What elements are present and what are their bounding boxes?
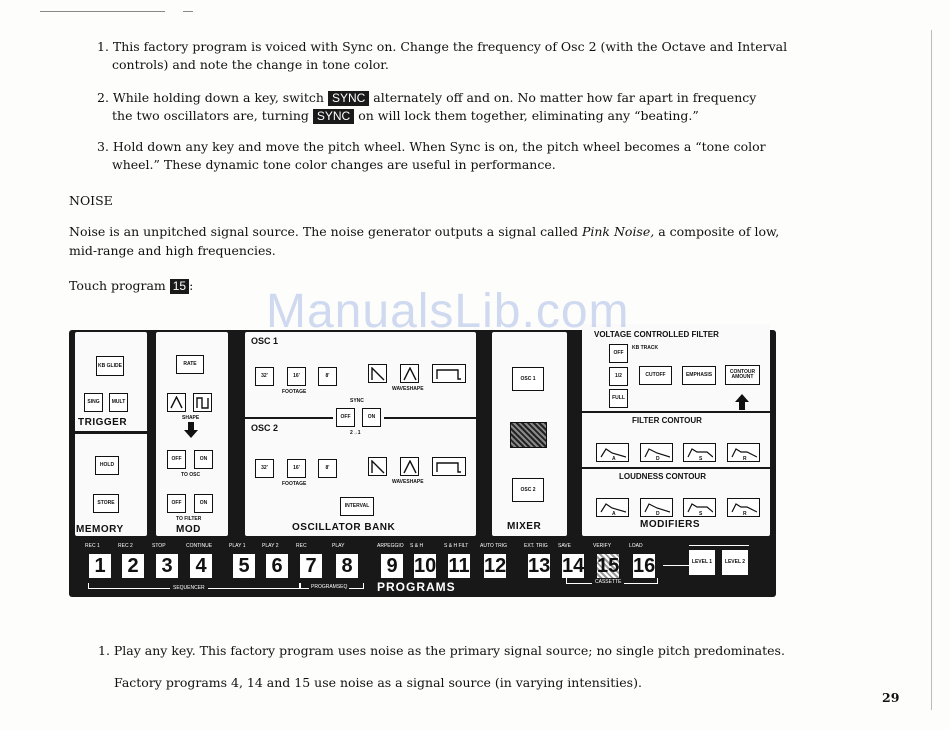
right-margin-line: [931, 30, 932, 710]
osc2-32-button[interactable]: 32': [255, 459, 274, 478]
osc2-8-button[interactable]: 8': [318, 459, 337, 478]
step-2-text-b: alternately off and on. No matter how far apart in frequency: [373, 90, 757, 105]
square-shape-button[interactable]: [193, 393, 212, 412]
osc1-waveshape-label: WAVESHAPE: [392, 386, 424, 392]
noise-text-em: Pink Noise,: [581, 224, 655, 239]
loud-d-label: D: [656, 511, 660, 517]
mixer-title: MIXER: [507, 521, 542, 532]
program-top-label: EXT. TRIG: [524, 543, 548, 549]
osc1-32-button[interactable]: 32': [255, 367, 274, 386]
sing-button[interactable]: SING: [84, 393, 103, 412]
program-button-3[interactable]: 3: [156, 554, 178, 578]
program-top-label: S & H: [410, 543, 424, 549]
osc2-16-button[interactable]: 16': [287, 459, 306, 478]
osc1-sawtooth-button[interactable]: [368, 364, 387, 383]
square-wave-icon: [196, 396, 209, 409]
to-osc-off-button[interactable]: OFF: [167, 450, 186, 469]
triangle-wave-icon: [403, 367, 417, 381]
sync-on-button[interactable]: ON: [362, 408, 381, 427]
program-button-10[interactable]: 10: [414, 555, 437, 577]
program-top-label: ARPEGGIO: [377, 543, 404, 549]
up-arrow-icon: [735, 394, 749, 410]
program-top-label: CONTINUE: [186, 543, 213, 549]
memory-title: MEMORY: [76, 524, 124, 535]
program-button-16[interactable]: 16: [633, 555, 656, 577]
program-top-label: PLAY: [332, 543, 345, 549]
contour-amount-button[interactable]: CONTOUR AMOUNT: [725, 365, 760, 385]
hold-button[interactable]: HOLD: [95, 456, 119, 475]
programseq-label: PROGRAMSEQ: [311, 584, 348, 590]
program-button-5[interactable]: 5: [233, 554, 255, 578]
program-top-label: AUTO TRIG: [480, 543, 508, 549]
sawtooth-wave-icon: [371, 460, 385, 474]
program-top-label: SAVE: [558, 543, 571, 549]
sync-key-label-2: SYNC: [313, 109, 354, 124]
osc2-footage-label: FOOTAGE: [282, 481, 307, 487]
pulse-wave-icon: [436, 368, 462, 380]
program-button-1[interactable]: 1: [89, 554, 111, 578]
to-filter-on-button[interactable]: ON: [194, 494, 213, 513]
sync-title: SYNC: [350, 398, 364, 404]
triangle-wave-icon: [403, 460, 417, 474]
cutoff-button[interactable]: CUTOFF: [639, 366, 672, 385]
kb-track-label: KB TRACK: [632, 345, 659, 351]
sync-key-label: SYNC: [328, 91, 369, 106]
touch-program-text: Touch program: [69, 278, 166, 293]
program-button-12[interactable]: 12: [484, 555, 507, 577]
step-1-cont: controls) and note the change in tone color.: [112, 57, 389, 72]
programs-title: PROGRAMS: [377, 580, 456, 594]
filter-s-label: S: [699, 456, 703, 462]
triangle-shape-button[interactable]: [167, 393, 186, 412]
to-filter-label: TO FILTER: [176, 516, 202, 522]
program-top-label: VERIFY: [593, 543, 612, 549]
rate-button[interactable]: RATE: [176, 355, 204, 374]
program-button-7[interactable]: 7: [300, 554, 322, 578]
loud-r-label: R: [743, 511, 747, 517]
vcf-divider: [582, 411, 770, 413]
step-2-text-d: on will lock them together, eliminating any “beating.”: [358, 108, 699, 123]
step-2-text-a: 2. While holding down a key, switch: [97, 90, 324, 105]
osc1-16-button[interactable]: 16': [287, 367, 306, 386]
step-3-cont: wheel.” These dynamic tone color changes are useful in performance.: [112, 157, 556, 172]
sequencer-label: SEQUENCER: [170, 585, 208, 591]
shape-label: SHAPE: [182, 415, 200, 421]
step-3: 3. Hold down any key and move the pitch wheel. When Sync is on, the pitch wheel becomes a “tone color: [97, 139, 766, 154]
oscillator-bank-title: OSCILLATOR BANK: [292, 522, 396, 533]
level-2-button[interactable]: LEVEL 2: [722, 550, 748, 575]
step-2-text-c: the two oscillators are, turning: [112, 108, 309, 123]
program-button-11[interactable]: 11: [448, 555, 470, 577]
osc2-sawtooth-button[interactable]: [368, 457, 387, 476]
program-button-9[interactable]: 9: [381, 554, 403, 578]
program-button-14[interactable]: 14: [562, 555, 585, 577]
step-2-cont: [112, 106, 699, 125]
program-top-label: PLAY 1: [229, 543, 246, 549]
kb-track-half-button[interactable]: 1/2: [609, 367, 628, 386]
loudness-contour-title: LOUDNESS CONTOUR: [619, 472, 706, 481]
kb-track-full-button[interactable]: FULL: [609, 389, 628, 408]
filter-r-label: R: [743, 456, 747, 462]
filter-divider: [582, 467, 770, 469]
after-step-1: 1. Play any key. This factory program uses noise as the primary signal source; no single pitch predominates.: [98, 643, 785, 658]
kb-glide-button[interactable]: KB GLIDE: [96, 356, 124, 376]
program-button-15[interactable]: 15: [597, 555, 620, 577]
step-1: 1. This factory program is voiced with Sync on. Change the frequency of Osc 2 (with the Octave and Interval: [97, 39, 788, 54]
osc1-footage-label: FOOTAGE: [282, 389, 307, 395]
noise-heading: NOISE: [69, 193, 113, 208]
noise-paragraph-cont: mid-range and high frequencies.: [69, 243, 276, 258]
mixer-osc1-button[interactable]: OSC 1: [512, 367, 544, 391]
filter-a-label: A: [612, 456, 616, 462]
top-rule-dash: [183, 11, 193, 12]
noise-text-a: Noise is an unpitched signal source. The noise generator outputs a signal called: [69, 224, 578, 239]
after-note: Factory programs 4, 14 and 15 use noise as a signal source (in varying intensities).: [114, 675, 642, 690]
cassette-label: CASSETTE: [592, 579, 624, 585]
program-top-label: STOP: [152, 543, 166, 549]
touch-program: [69, 276, 193, 295]
mod-title: MOD: [176, 524, 201, 535]
program-top-label: REC 2: [118, 543, 133, 549]
noise-paragraph: [69, 222, 779, 241]
pulse-wave-icon: [436, 461, 462, 473]
mixer-osc2-button[interactable]: OSC 2: [512, 478, 544, 502]
osc2-title: OSC 2: [251, 423, 279, 433]
program-button-13[interactable]: 13: [528, 555, 551, 577]
osc1-title: OSC 1: [251, 336, 279, 346]
to-osc-label: TO OSC: [181, 472, 201, 478]
page-number: 29: [882, 690, 900, 705]
level-top-bar: [689, 545, 749, 546]
program-button-2[interactable]: 2: [122, 554, 144, 578]
trigger-divider: [75, 431, 147, 434]
emphasis-button[interactable]: EMPHASIS: [682, 366, 716, 385]
store-button[interactable]: STORE: [93, 494, 119, 513]
noise-button-pressed[interactable]: [510, 422, 547, 448]
down-arrow-icon: [184, 422, 198, 438]
osc1-triangle-button[interactable]: [400, 364, 419, 383]
osc2-triangle-button[interactable]: [400, 457, 419, 476]
interval-button[interactable]: INTERVAL: [340, 497, 374, 516]
loud-a-label: A: [612, 511, 616, 517]
program-top-label: S & H FILT: [444, 543, 469, 549]
program-top-label: REC 1: [85, 543, 100, 549]
program-top-label: REC: [296, 543, 307, 549]
noise-text-b: a composite of low,: [658, 224, 780, 239]
step-2: [97, 88, 756, 107]
filter-contour-title: FILTER CONTOUR: [632, 416, 702, 425]
to-osc-on-button[interactable]: ON: [194, 450, 213, 469]
level-connector: [663, 565, 689, 566]
program-button-8[interactable]: 8: [336, 554, 358, 578]
osc1-pulse-button[interactable]: [432, 364, 466, 383]
osc2-waveshape-label: WAVESHAPE: [392, 479, 424, 485]
trigger-title: TRIGGER: [78, 417, 128, 428]
osc-divider-left: [245, 417, 333, 419]
program-button-4[interactable]: 4: [190, 554, 212, 578]
watermark: ManualsLib.com: [266, 285, 630, 338]
to-filter-off-button[interactable]: OFF: [167, 494, 186, 513]
osc-divider-right: [384, 417, 476, 419]
triangle-wave-icon: [170, 396, 183, 409]
modifiers-title: MODIFIERS: [640, 519, 701, 530]
mult-button[interactable]: MULT: [109, 393, 128, 412]
loud-s-label: S: [699, 511, 703, 517]
program-top-label: LOAD: [629, 543, 643, 549]
kb-track-off-button[interactable]: OFF: [609, 344, 628, 363]
touch-colon: :: [189, 278, 194, 293]
level-1-button[interactable]: LEVEL 1: [689, 550, 715, 575]
filter-d-label: D: [656, 456, 660, 462]
touch-program-number: 15: [170, 279, 189, 294]
vcf-title: VOLTAGE CONTROLLED FILTER: [594, 330, 719, 339]
sawtooth-wave-icon: [371, 367, 385, 381]
osc1-8-button[interactable]: 8': [318, 367, 337, 386]
sync-direction-label: 2→1: [350, 430, 361, 436]
top-rule: [40, 11, 165, 12]
sync-off-button[interactable]: OFF: [336, 408, 355, 427]
program-button-6[interactable]: 6: [266, 554, 288, 578]
program-top-label: PLAY 2: [262, 543, 279, 549]
osc2-pulse-button[interactable]: [432, 457, 466, 476]
